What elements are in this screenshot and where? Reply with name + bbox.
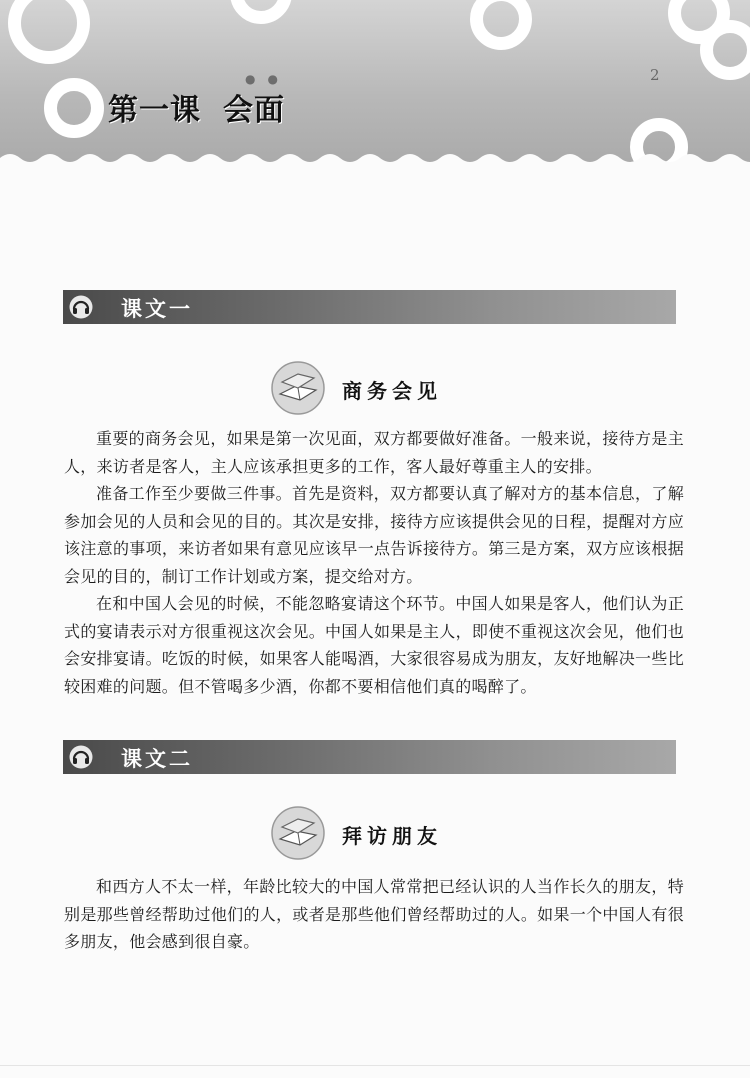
decorative-ring	[230, 0, 292, 24]
bleed-through-running-head: ● ●	[245, 72, 278, 86]
section-bar-text-1	[63, 290, 676, 324]
decorative-ring	[700, 20, 750, 80]
lesson-text-1	[64, 425, 684, 700]
wavy-edge	[0, 148, 750, 175]
subheading-title: 拜访朋友	[342, 824, 442, 848]
lesson-topic: 会面	[223, 93, 285, 128]
header-banner	[0, 0, 750, 175]
lesson-text-2	[64, 873, 684, 956]
paragraph: 和西方人不太一样，年龄比较大的中国人常常把已经认识的人当作长久的朋友，特别是那些曾经帮助过他们的人，或者是那些他们曾经帮助过的人。如果一个中国人有很多朋友，他会感到很自豪。	[64, 877, 684, 951]
page-divider	[0, 1065, 750, 1066]
headphones-icon	[69, 295, 93, 319]
page-number: 2	[650, 66, 660, 84]
decorative-ring	[44, 78, 104, 138]
paragraph: 准备工作至少要做三件事。首先是资料，双方都要认真了解对方的基本信息，了解参加会见的人员和会见的目的。其次是安排，接待方应该提供会见的日程，提醒对方应该注意的事项，来访者如果有意见应该早一点告诉接待方。第三是方案，双方应该根据会见的目的，制订工作计划或方案，提交给对方。	[64, 484, 684, 586]
lesson-number: 第一课	[108, 93, 201, 128]
decorative-ring	[8, 0, 90, 64]
decorative-ring	[470, 0, 532, 50]
subheading-title: 商务会见	[342, 379, 442, 403]
headphones-icon	[69, 745, 93, 769]
section-label: 课文二	[121, 747, 193, 771]
section-label: 课文一	[121, 297, 193, 321]
lesson-title	[108, 85, 285, 129]
paragraph: 重要的商务会见，如果是第一次见面，双方都要做好准备。一般来说，接待方是主人，来访者是客人，主人应该承担更多的工作，客人最好尊重主人的安排。	[64, 429, 684, 476]
open-book-icon	[270, 360, 326, 416]
open-book-icon	[270, 805, 326, 861]
section-bar-text-2	[63, 740, 676, 774]
paragraph: 在和中国人会见的时候，不能忽略宴请这个环节。中国人如果是客人，他们认为正式的宴请表示对方很重视这次会见。中国人如果是主人，即使不重视这次会见，他们也会安排宴请。吃饭的时候，如果客人能喝酒，大家很容易成为朋友，友好地解决一些比较困难的问题。但不管喝多少酒，你都不要相信他们真的喝醉了。	[64, 594, 684, 696]
